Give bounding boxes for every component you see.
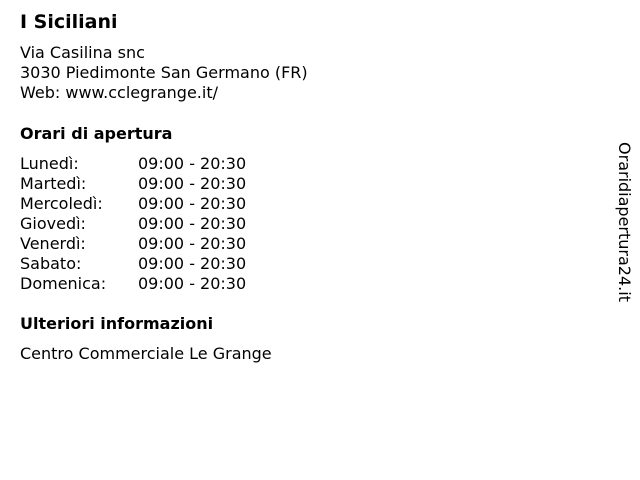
address-street: Via Casilina snc (20, 43, 145, 62)
hours-row-tuesday (20, 174, 320, 194)
hours-row-saturday (20, 254, 320, 274)
additional-info-text: Centro Commerciale Le Grange (20, 344, 272, 363)
opening-hours-heading: Orari di apertura (20, 124, 173, 143)
time-range: 09:00 - 20:30 (138, 254, 247, 273)
day-label: Martedì: (20, 174, 87, 193)
time-range: 09:00 - 20:30 (138, 214, 247, 233)
day-label: Mercoledì: (20, 194, 103, 213)
time-range: 09:00 - 20:30 (138, 194, 247, 213)
hours-row-wednesday (20, 194, 320, 214)
store-name: I Siciliani (20, 11, 118, 33)
hours-row-monday (20, 154, 320, 174)
day-label: Sabato: (20, 254, 82, 273)
day-label: Giovedì: (20, 214, 86, 233)
time-range: 09:00 - 20:30 (138, 274, 247, 293)
time-range: 09:00 - 20:30 (138, 174, 247, 193)
day-label: Venerdì: (20, 234, 86, 253)
day-label: Domenica: (20, 274, 107, 293)
hours-row-friday (20, 234, 320, 254)
additional-info-heading: Ulteriori informazioni (20, 314, 214, 333)
address-city: 3030 Piedimonte San Germano (FR) (20, 63, 308, 82)
store-website: Web: www.cclegrange.it/ (20, 83, 218, 102)
hours-row-sunday (20, 274, 320, 294)
day-label: Lunedì: (20, 154, 79, 173)
site-watermark: Oraridiapertura24.it (615, 142, 634, 302)
time-range: 09:00 - 20:30 (138, 154, 247, 173)
opening-hours-list (20, 154, 320, 294)
time-range: 09:00 - 20:30 (138, 234, 247, 253)
store-address (20, 43, 308, 103)
hours-row-thursday (20, 214, 320, 234)
